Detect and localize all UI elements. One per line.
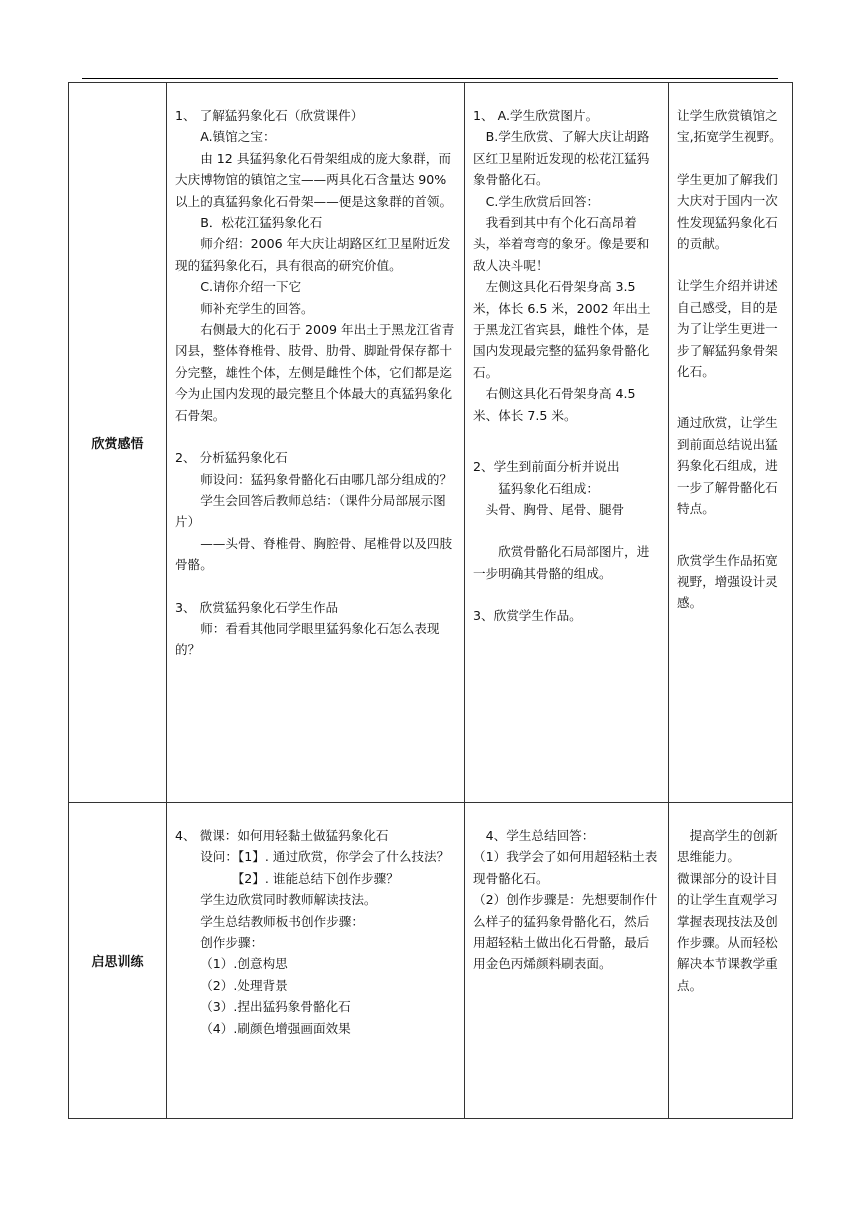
paragraph: 提高学生的创新思维能力。 [677,828,778,865]
paragraph: （2）创作步骤是：先想要制作什么样子的猛犸象骨骼化石，然后用超轻粘土做出化石骨骼，最后用金色丙烯颜料刷表面。 [473,892,658,972]
paragraph: C.学生欣赏后回答： [485,193,600,209]
paragraph: 右侧这具化石骨架身高 4.5 米、体长 7.5 米。 [473,386,636,423]
paragraph: 头骨、胸骨、尾骨、腿骨 [485,501,625,517]
paragraph: 微课部分的设计目的让学生直观学习掌握表现技法及创作步骤。从而轻松解决本节课教学重点。 [677,870,778,993]
section-heading: 3、 欣赏猛犸象化石学生作品 [175,599,339,615]
section-heading: 2、 分析猛犸象化石 [175,450,288,466]
paragraph: 通过欣赏，让学生到前面总结说出猛犸象化石组成，进一步了解骨骼化石特点。 [677,415,778,517]
paragraph: 设问：【1】. 通过欣赏，你学会了什么技法？ [200,849,450,865]
section-heading: 1、 了解猛犸象化石（欣赏课件） [175,108,364,123]
subheading: A.镇馆之宝： [200,129,276,145]
subheading: B．松花江猛犸象化石 [200,215,323,231]
stage-label: 欣赏感悟 [91,437,144,452]
stage-label: 启思训练 [91,955,144,970]
list-item: （2）.处理背景 [200,977,288,993]
paragraph: B.学生欣赏、了解大庆让胡路区红卫星附近发现的松花江猛犸象骨骼化石。 [473,129,650,188]
student-activity-cell [465,803,669,1119]
paragraph: 让学生欣赏镇馆之宝,拓宽学生视野。 [677,108,782,145]
paragraph: 学生更加了解我们大庆对于国内一次性发现猛犸象化石的贡献。 [677,171,778,252]
design-purpose-cell [669,83,793,803]
section-heading: 4、 微课：如何用轻黏土做猛犸象化石 [175,828,389,843]
paragraph: 学生边欣赏同时教师解读技法。 [200,892,377,908]
paragraph: 猛犸象化石组成： [498,480,599,496]
paragraph: 由 12 具猛犸象化石骨架组成的庞大象群，而大庆博物馆的镇馆之宝——两具化石含量达 90%以上的真猛犸象化石骨架——便是这象群的首领。 [175,150,453,209]
stage-cell [69,83,167,803]
paragraph: 欣赏骨骼化石局部图片，进一步明确其骨骼的组成。 [473,544,650,581]
list-item: （1）.创意构思 [200,956,288,972]
section-heading: 3、欣赏学生作品。 [473,608,582,624]
paragraph: ——头骨、脊椎骨、胸腔骨、尾椎骨以及四肢骨骼。 [175,535,453,573]
paragraph: 师：看看其他同学眼里猛犸象化石怎么表现的？ [175,620,440,658]
list-item: （4）.刷颜色增强画面效果 [200,1020,351,1036]
paragraph: （1）我学会了如何用超轻粘土表现骨骼化石。 [473,849,658,886]
design-purpose-cell [669,803,793,1119]
header-rule [82,78,778,79]
paragraph: 欣赏学生作品拓宽视野，增强设计灵感。 [677,552,778,611]
paragraph: 我看到其中有个化石高昂着头，举着弯弯的象牙。像是要和敌人决斗呢！ [473,215,650,273]
paragraph: 1、 A.学生欣赏图片。 [473,108,599,123]
paragraph: 右侧最大的化石于 2009 年出土于黑龙江省青冈县，整体脊椎骨、肢骨、肋骨、脚趾骨保存都十分完整，雄性个体，左侧是雌性个体，它们都是迄今为止国内发现的最完整且个体最大的真猛犸象化石骨架。 [175,322,455,423]
table-row [69,803,793,1119]
section-heading: 4、学生总结回答： [485,828,595,843]
subheading: C.请你介绍一下它 [200,279,302,295]
paragraph: 师补充学生的回答。 [200,300,314,316]
paragraph: 师介绍：2006 年大庆让胡路区红卫星附近发现的猛犸象化石，具有很高的研究价值。 [175,236,451,273]
section-heading: 2、学生到前面分析并说出 [473,459,620,475]
paragraph: 【2】. 谁能总结下创作步骤？ [231,870,399,886]
list-item: （3）.捏出猛犸象骨骼化石 [200,999,351,1015]
teacher-activity-cell [167,803,465,1119]
lesson-plan-table [68,82,793,1119]
paragraph: 学生会回答后教师总结：（课件分局部展示图片） [175,492,446,530]
table-row [69,83,793,803]
paragraph: 学生总结教师板书创作步骤： [200,913,364,929]
paragraph: 让学生介绍并讲述自己感受，目的是为了让学生更进一步了解猛犸象骨架化石。 [677,278,778,380]
paragraph: 左侧这具化石骨架身高 3.5 米，体长 6.5 米，2002 年出土于黑龙江省宾县，雌性个体，是国内发现最完整的猛犸象骨骼化石。 [473,279,651,380]
stage-cell [69,803,167,1119]
paragraph: 师设问：猛犸象骨骼化石由哪几部分组成的？ [200,471,453,487]
student-activity-cell [465,83,669,803]
paragraph: 创作步骤： [200,935,264,951]
teacher-activity-cell [167,83,465,803]
